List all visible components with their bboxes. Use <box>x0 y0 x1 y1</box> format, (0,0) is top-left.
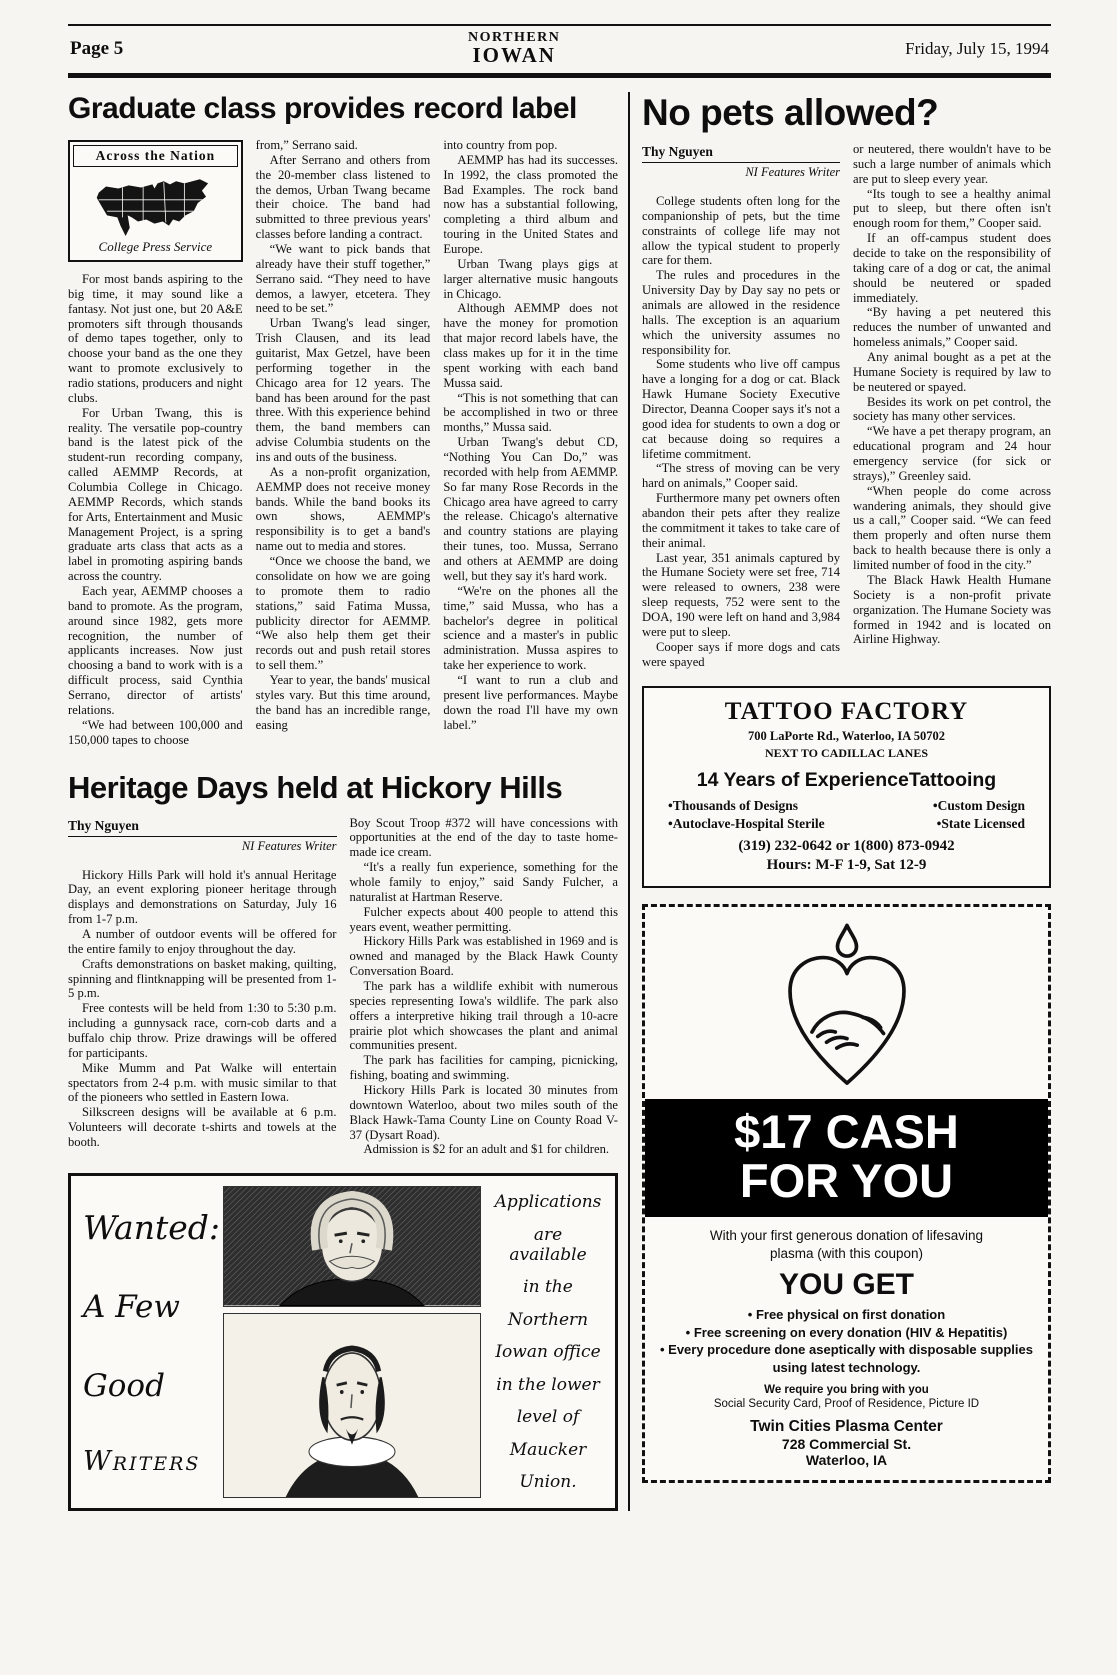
paragraph: After Serrano and others from the 20-member class listened to the demos, Urban Twang became their choice. The band had submitted to three previous years' classes before landing a contract. <box>255 152 431 242</box>
tattoo-phone: (319) 232-0642 or 1(800) 873-0942 <box>738 837 955 854</box>
tattoo-feature-row <box>652 798 1041 814</box>
college-press-service-caption: College Press Service <box>98 239 213 254</box>
paragraph: Northern <box>507 1309 589 1330</box>
paragraph: “We're on the phones all the time,” said Mussa, who has a bachelor's degree in political science and a master's in public administration. Mussa aspires to take her experience to work. <box>443 583 619 673</box>
paragraph: Any animal bought as a pet at the Humane Society is required by law to be neutered or spayed. <box>853 350 1051 394</box>
paragraph: from,” Serrano said. <box>255 138 358 152</box>
paragraph: Free contests will be held from 1:30 to 5:30 p.m. including a gunnysack race, corn-cob darts and a buffalo chip throw. Prize drawings will be offered for participants. <box>68 1001 337 1060</box>
paragraph: Silkscreen designs will be available at 6 p.m. Volunteers will decorate t-shirts and towels at the booth. <box>68 1105 337 1149</box>
paragraph: Last year, 351 animals captured by the Humane Society were set free, 714 were released to owners, 238 were sleep requests, 752 were sent to the DOA, 190 were left on hand and 3,984 were put to sleep. <box>642 550 840 639</box>
you-get-heading: YOU GET <box>778 1268 914 1302</box>
heritage-article-headline: Heritage Days held at Hickory Hills <box>68 769 563 805</box>
paragraph: “I want to run a club and present live performances. Maybe down the road I'll have my own label.” <box>443 672 619 732</box>
tattoo-factory-ad <box>642 686 1051 888</box>
paragraph: “Once we choose the band, we consolidate on how we are going to promote them to radio stations,” said Fatima Mussa, publicity director for AEMMP. “We also help them get their records out and push retail stores to sell them.” <box>255 554 431 673</box>
graduate-article-headline: Graduate class provides record label <box>68 92 577 125</box>
byline-author: Thy Nguyen <box>642 144 840 163</box>
plasma-subtitle: plasma (with this coupon) <box>769 1245 924 1261</box>
paragraph: Besides its work on pet control, the society has many other services. <box>853 394 1051 424</box>
tattoo-hours: Hours: M-F 1-9, Sat 12-9 <box>766 856 927 873</box>
plasma-subtitle: With your first generous donation of lifesaving <box>709 1228 984 1244</box>
paper-title-top: NORTHERN <box>468 30 561 45</box>
no-pets-headline: No pets allowed? <box>642 92 939 133</box>
left-section <box>68 92 628 1511</box>
paragraph: “We have a pet therapy program, an educational program and 24 hour emergency service (for sick or strays),” Greenley said. <box>853 424 1051 483</box>
paragraph: Year to year, the bands' musical styles vary. But this time around, the band has an incredible range, easing <box>255 672 431 732</box>
plasma-center-address: 728 Commercial St. <box>781 1436 912 1453</box>
paper-title-bottom: IOWAN <box>472 43 556 67</box>
plasma-center-name: Twin Cities Plasma Center <box>750 1418 943 1436</box>
paragraph: “It's a really fun experience, something for the whole family to enjoy,” said Sandy Fulcher, a naturalist at Hartman Reserve. <box>349 860 618 904</box>
wanted-word: A Few <box>83 1289 180 1326</box>
wanted-word: Good <box>83 1367 165 1404</box>
paragraph: Iowan office <box>495 1342 601 1363</box>
heart-in-hand-icon <box>772 921 922 1089</box>
no-pets-body <box>642 142 1051 670</box>
no-pets-byline <box>642 144 840 180</box>
paragraph: Although AEMMP does not have the money for promotion that major record labels have, the class makes up for it in the time spent working with each band Mussa said. <box>443 301 619 390</box>
paragraph: • Every procedure done aseptically with disposable supplies using latest technology. <box>659 1342 1033 1375</box>
paragraph: Fulcher expects about 400 people to attend this years event, weather permitting. <box>349 904 618 934</box>
page-body <box>68 92 1051 1511</box>
paragraph: Cooper says if more dogs and cats were spayed <box>642 639 840 669</box>
paragraph: AEMMP has had its successes. In 1992, the class promoted the Bad Examples. The rock band now has a substantial following, completing a third album and touring in the United States and Europe. <box>443 152 619 257</box>
cash-offer-line1: $17 CASH <box>734 1104 959 1158</box>
usa-map-icon <box>88 172 223 238</box>
paragraph: Boy Scout Troop #372 will have concessions with opportunities at the end of the day to taste home-made ice cream. <box>349 815 618 860</box>
masthead <box>68 24 1051 78</box>
wanted-writers-ad <box>68 1173 618 1511</box>
issue-date: Friday, July 15, 1994 <box>905 38 1049 58</box>
applications-note <box>493 1186 603 1498</box>
heritage-byline <box>68 818 337 854</box>
across-the-nation-title: Across the Nation <box>73 145 238 167</box>
paragraph: The Black Hawk Health Humane Society is a non-profit private organization. The Humane Society was formed in 1942 and is located on Airline Highway. <box>853 572 1051 647</box>
paragraph: For most bands aspiring to the big time, it may sound like a fantasy. Not just one, but 20 A&E promoters sift through thousands of demo tapes together, only to choose your band as the one they want to promote exclusively to radio stations, producers and night clubs. <box>68 272 243 405</box>
paragraph: into country from pop. <box>443 138 558 152</box>
paragraph: For Urban Twang, this is reality. The versatile pop-country band is the latest pick of the student-run recording company, called AEMMP Records, at Columbia College in Chicago. AEMMP Records, which stands for Arts, Entertainment and Music Management Project, is a spring graduate arts class that acts as a label in promoting aspiring bands across the country. <box>68 405 243 584</box>
tattoo-ad-name: TATTOO FACTORY <box>724 697 969 725</box>
graduate-col-2 <box>256 138 431 748</box>
paragraph: Urban Twang's debut CD, “Nothing You Can Do,” was recorded with help from AEMMP. So far many Rose Records in the Chicago area have agreed to carry the release. Chicago's alternative and country stations are playing their tunes, too. Mussa, Serrano and others at AEMMP are doing well, but they say it's hard work. <box>443 435 619 583</box>
paragraph: A number of outdoor events will be offered for the entire family to enjoy throughout the day. <box>68 926 337 956</box>
graduate-col-1 <box>68 138 243 748</box>
no-pets-col-2 <box>853 142 1051 670</box>
heritage-col-2 <box>350 816 619 1158</box>
paragraph: The park has facilities for camping, picnicking, fishing, boating and swimming. <box>349 1053 618 1083</box>
paragraph: • Free screening on every donation (HIV & Hepatitis) <box>685 1324 1008 1340</box>
paragraph: The rules and procedures in the University Day by Day say no pets or animals are allowed in the residence halls. The exception is an aquarium which the university assumes no responsibility for. <box>642 268 840 357</box>
writer-portraits <box>223 1186 481 1498</box>
paragraph: Union. <box>519 1472 577 1493</box>
paragraph: Maucker <box>509 1439 587 1460</box>
wanted-word: Wanted: <box>83 1207 221 1247</box>
shakespeare-portrait-image <box>223 1313 481 1499</box>
paragraph: “By having a pet neutered this reduces the number of unwanted and homeless animals,” Cooper said. <box>853 305 1051 350</box>
twain-portrait-image <box>223 1186 481 1306</box>
tattoo-ad-location-note: NEXT TO CADILLAC LANES <box>764 745 929 760</box>
paragraph: “Its tough to see a healthy animal put to sleep, but there often isn't enough room for them,” Cooper said. <box>853 186 1051 231</box>
paragraph: Each year, AEMMP chooses a band to promote. As the program, around since 1982, gets more recognition, the number of applicants increases. Now just choosing a band to work with is a difficult process, said Cynthia Serrano, director of artists' relations. <box>68 584 243 717</box>
wanted-word: Writers <box>83 1446 201 1478</box>
page-number: Page 5 <box>70 37 124 59</box>
paragraph: Applications <box>494 1192 602 1213</box>
paper-title <box>468 31 560 66</box>
paragraph: Mike Mumm and Pat Walke will entertain spectators from 2-4 p.m. with music similar to that of the pioneers who settled in Eastern Iowa. <box>68 1060 337 1105</box>
across-the-nation-box <box>68 140 243 262</box>
paragraph: Hickory Hills Park was established in 1969 and is owned and managed by the Black Hawk County Conversation Board. <box>349 934 618 979</box>
paragraph: Furthermore many pet owners often abandon their pets after they realize the commitment it takes to take care of their animal. <box>642 491 840 550</box>
paragraph: in the <box>523 1277 573 1298</box>
paragraph: “We want to pick bands that already have their stuff together,” Serrano said. “They need to have demos, a lawyer, etcetera. They need to be set.” <box>255 242 431 316</box>
paragraph: “The stress of moving can be very hard on animals,” Cooper said. <box>642 461 840 491</box>
plasma-requirements: Social Security Card, Proof of Residence, Picture ID <box>713 1398 980 1411</box>
tattoo-feature: •State Licensed <box>936 815 1025 831</box>
paragraph: As a non-profit organization, AEMMP does not receive money bands. While the band books its own shows, AEMMP's responsibility is to get a band's name out to media and stores. <box>255 464 431 554</box>
paragraph: College students often long for the companionship of pets, but the time constraints of college life may not allow the typical student to properly care for them. <box>642 194 840 268</box>
plasma-benefits <box>653 1306 1040 1376</box>
heritage-col1-text <box>68 868 337 1150</box>
paragraph: level of <box>516 1407 580 1428</box>
paragraph: Hickory Hills Park will hold it's annual Heritage Day, an event exploring pioneer heritage through displays and demonstrations on Saturday, July 16 from 1-7 p.m. <box>68 867 337 927</box>
tattoo-feature: •Autoclave-Hospital Sterile <box>668 815 825 831</box>
plasma-center-city: Waterloo, IA <box>805 1452 888 1469</box>
byline-role: NI Features Writer <box>745 165 840 179</box>
paragraph: “When people do come across wandering animals, they should give us a call,” Cooper said. “We can feed them properly and often nurse them back to health because there is only a limited number of food in the city.” <box>853 483 1051 573</box>
heritage-article-body <box>68 816 618 1158</box>
byline-author: Thy Nguyen <box>68 818 337 837</box>
paragraph: in the lower <box>496 1374 600 1395</box>
paragraph: or neutered, there wouldn't have to be such a large number of animals which are put to sleep every year. <box>853 142 1051 186</box>
paragraph: If an off-campus student does decide to take on the responsibility of taking care of a dog or cat, the animal should be neutered or spaded immediately. <box>853 231 1051 305</box>
no-pets-col-1 <box>642 142 840 670</box>
graduate-col-3 <box>443 138 618 748</box>
right-section <box>628 92 1051 1511</box>
tattoo-feature: •Thousands of Designs <box>668 797 799 813</box>
paragraph: “We had between 100,000 and 150,000 tapes to choose <box>68 717 243 747</box>
tattoo-ad-address: 700 LaPorte Rd., Waterloo, IA 50702 <box>748 728 945 743</box>
no-pets-col1-text <box>642 194 840 670</box>
byline-role: NI Features Writer <box>241 838 337 853</box>
paragraph: • Free physical on first donation <box>747 1307 946 1323</box>
graduate-article-body <box>68 138 618 748</box>
paragraph: Crafts demonstrations on basket making, quilting, spinning and flintknapping will be presented from 1-5 p.m. <box>68 956 337 1001</box>
paragraph: Urban Twang's lead singer, Trish Clausen, and its lead guitarist, Max Getzel, have been performing together in the Chicago area for 12 years. The band has been around for the past three. With this experience behind them, the band members can advise Columbia students on the ins and outs of the business. <box>255 316 431 465</box>
plasma-center-ad <box>642 904 1051 1484</box>
paragraph: Hickory Hills Park is located 30 minutes from downtown Waterloo, about two miles south of the Black Hawk-Tama County Line on County Road V-37 (Dysart Road). <box>349 1082 618 1142</box>
tattoo-feature-row <box>652 816 1041 832</box>
paragraph: Some students who live off campus have a longing for a dog or cat. Black Hawk Humane Society Executive Director, Deanna Cooper says it's not a good idea for students to own a dog or cat because doing so requires a lifetime commitment. <box>642 357 840 461</box>
heritage-col-1 <box>68 816 337 1158</box>
plasma-requirements-intro: We require you bring with you <box>764 1384 929 1397</box>
cash-offer-line2: FOR YOU <box>739 1153 954 1207</box>
paragraph: Admission is $2 for an adult and $1 for children. <box>363 1142 610 1157</box>
graduate-col1-text <box>68 272 243 748</box>
paragraph: are available <box>509 1224 587 1265</box>
paragraph: Urban Twang plays gigs at larger alternative music hangouts in Chicago. <box>443 256 619 301</box>
tattoo-feature: •Custom Design <box>932 797 1025 813</box>
tattoo-ad-experience: 14 Years of ExperienceTattooing <box>696 768 997 791</box>
wanted-ad-text <box>83 1186 221 1498</box>
paragraph: “This is not something that can be accomplished in two or three months,” Mussa said. <box>443 390 619 435</box>
paragraph: The park has a wildlife exhibit with numerous species representing Iowa's wildlife. The park also offers a interpretive hiking trail through a 10-acre prairie plot which showcases the plant and animal communities present. <box>349 978 618 1053</box>
cash-offer-banner <box>645 1099 1048 1218</box>
